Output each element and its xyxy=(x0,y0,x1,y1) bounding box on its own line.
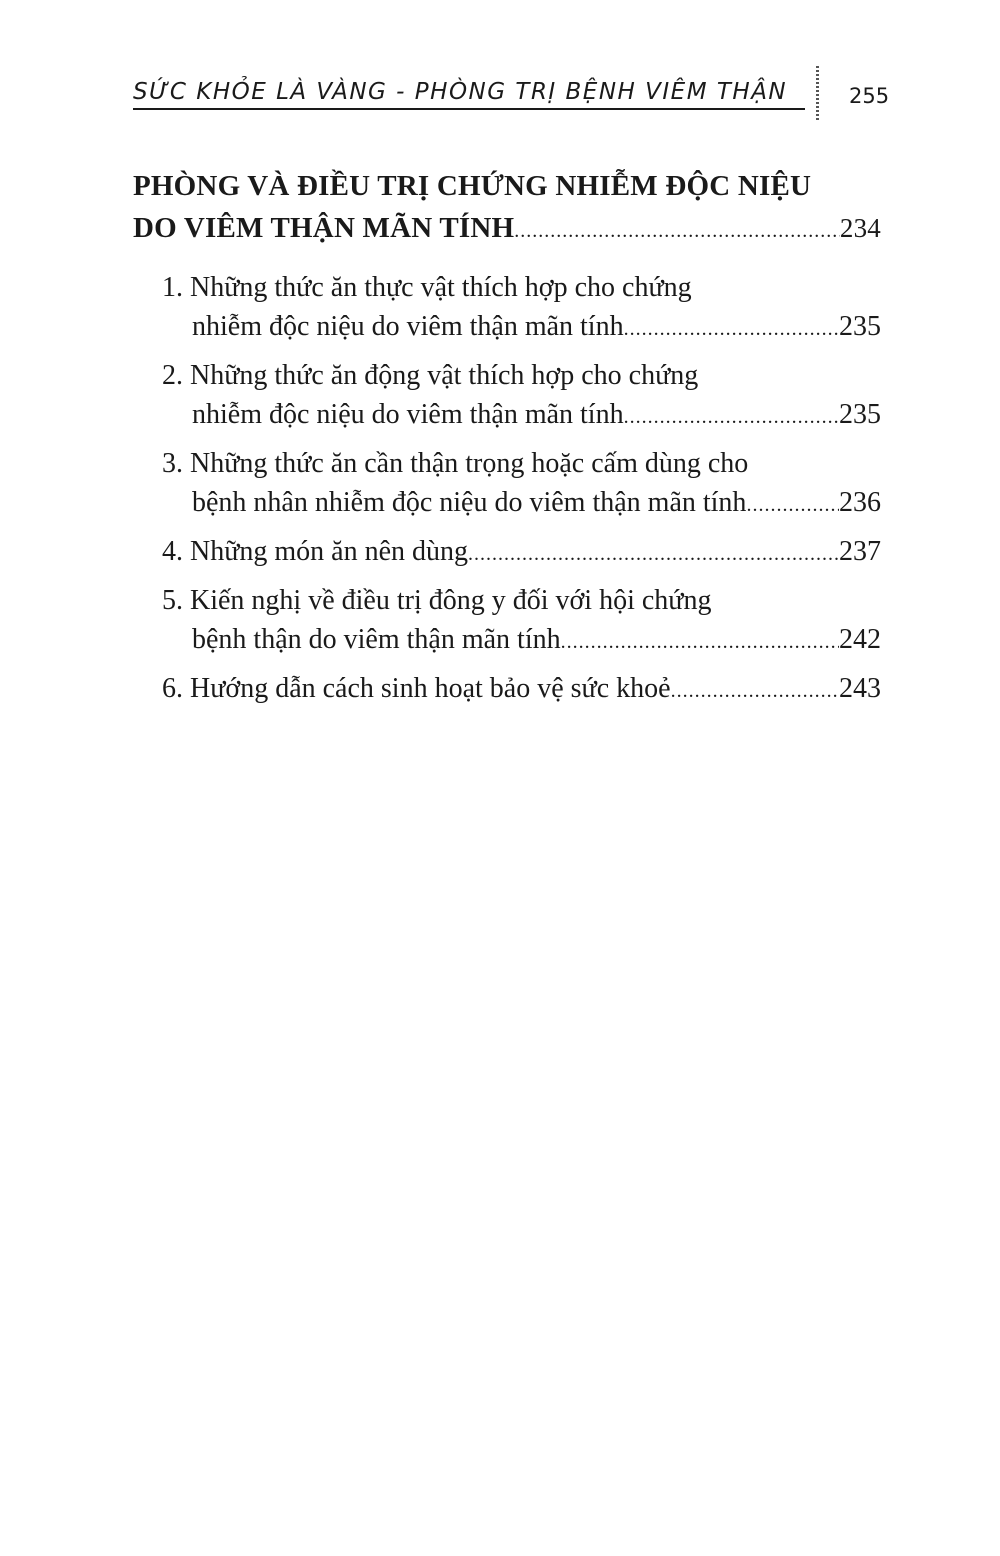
table-of-contents xyxy=(133,165,881,718)
entry-text-line-1: 1. Những thức ăn thực vật thích hợp cho chứng xyxy=(162,272,692,303)
dot-leader xyxy=(624,310,839,349)
section-title-line-2: DO VIÊM THẬN MÃN TÍNH xyxy=(133,212,515,244)
dot-leader xyxy=(624,398,839,437)
section-page-number: 234 xyxy=(839,213,881,243)
entry-text-line-2: nhiễm độc niệu do viêm thận mãn tính xyxy=(192,399,624,430)
entry-text-line-2: bệnh nhân nhiễm độc niệu do viêm thận mãn tính xyxy=(192,487,747,518)
page-number: 255 xyxy=(849,84,890,108)
toc-entries xyxy=(133,268,881,711)
dot-leader xyxy=(561,623,839,662)
entry-text-line-2: nhiễm độc niệu do viêm thận mãn tính xyxy=(192,311,624,342)
dot-leader xyxy=(746,486,839,525)
toc-entry-6[interactable] xyxy=(162,669,881,711)
entry-text-line-1: 5. Kiến nghị về điều trị đông y đối với hội chứng xyxy=(162,585,712,616)
dot-leader xyxy=(514,210,840,252)
entry-text-line-1: 3. Những thức ăn cần thận trọng hoặc cấm dùng cho xyxy=(162,448,749,479)
dot-leader xyxy=(671,672,839,711)
section-title-line-1: PHÒNG VÀ ĐIỀU TRỊ CHỨNG NHIỄM ĐỘC NIỆU xyxy=(133,170,812,202)
entry-page-number: 243 xyxy=(839,673,881,704)
toc-entry-5[interactable] xyxy=(162,581,881,662)
entry-page-number: 236 xyxy=(839,487,881,518)
running-header xyxy=(133,76,805,110)
entry-page-number: 242 xyxy=(839,624,881,655)
toc-section-heading[interactable] xyxy=(133,165,881,252)
header-divider xyxy=(816,66,819,122)
running-header-title: SỨC KHỎE LÀ VÀNG - PHÒNG TRỊ BỆNH VIÊM THẬN xyxy=(133,79,788,105)
entry-page-number: 235 xyxy=(839,399,881,430)
toc-entry-1[interactable] xyxy=(162,268,881,349)
toc-entry-2[interactable] xyxy=(162,356,881,437)
toc-entry-4[interactable] xyxy=(162,532,881,574)
entry-text-line-1: 6. Hướng dẫn cách sinh hoạt bảo vệ sức khoẻ xyxy=(162,673,671,704)
entry-page-number: 235 xyxy=(839,311,881,342)
entry-text-line-2: bệnh thận do viêm thận mãn tính xyxy=(192,624,561,655)
entry-text-line-1: 2. Những thức ăn động vật thích hợp cho chứng xyxy=(162,360,699,391)
entry-text-line-1: 4. Những món ăn nên dùng xyxy=(162,536,469,567)
toc-entry-3[interactable] xyxy=(162,444,881,525)
dot-leader xyxy=(468,535,839,574)
entry-page-number: 237 xyxy=(839,536,881,567)
